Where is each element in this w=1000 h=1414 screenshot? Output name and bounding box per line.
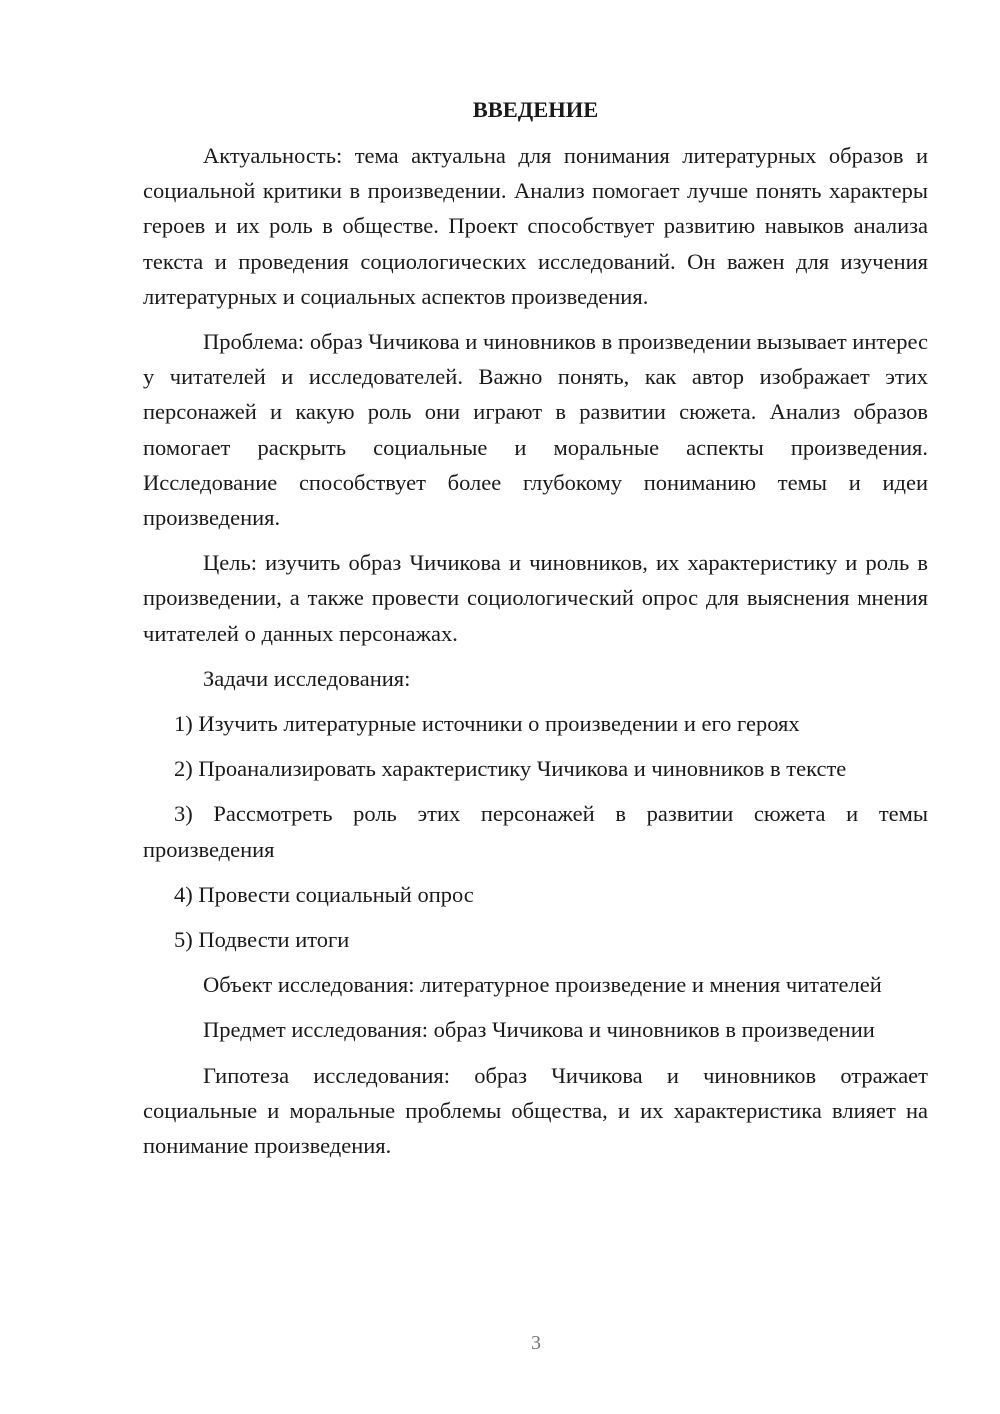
hypothesis-paragraph: Гипотеза исследования: образ Чичикова и чиновников отражает социальные и моральные проблемы общества, и их характеристика влияет на понимание произведения. — [143, 1062, 928, 1159]
problem-paragraph: Проблема: образ Чичикова и чиновников в произведении вызывает интерес у читателей и исследователей. Важно понять, как автор изображает этих персонажей и какую роль они играют в развитии сюжета. Анализ образов помогает раскрыть социальные и моральные аспекты произведения. Исследование способствует более глубокому пониманию темы и идеи произведения. — [143, 329, 928, 531]
goal-paragraph: Цель: изучить образ Чичикова и чиновников, их характеристику и роль в произведении, а также провести социологический опрос для выяснения мнения читателей о данных персонажах. — [143, 550, 928, 646]
task-item-2: 2) Проанализировать характеристику Чичикова и чиновников в тексте — [174, 756, 847, 782]
page-number: 3 — [531, 1332, 541, 1354]
object-paragraph: Объект исследования: литературное произведение и мнения читателей — [203, 972, 882, 998]
relevance-paragraph: Актуальность: тема актуальна для понимания литературных образов и социальной критики в произведении. Анализ помогает лучше понять характеры героев и их роль в обществе. Проект способствует развитию навыков анализа текста и проведения социологических исследований. Он важен для изучения литературных и социальных аспектов произведения. — [143, 143, 928, 309]
task-item-3: 3) Рассмотреть роль этих персонажей в развитии сюжета и темы произведения — [143, 801, 928, 862]
page-number-footer — [0, 1331, 1000, 1355]
task-item-5: 5) Подвести итоги — [174, 927, 350, 953]
task-item-4: 4) Провести социальный опрос — [174, 881, 474, 907]
tasks-heading: Задачи исследования: — [203, 665, 411, 691]
section-heading: ВВЕДЕНИЕ — [472, 97, 599, 122]
task-item-1: 1) Изучить литературные источники о произведении и его героях — [174, 711, 800, 737]
document-body — [143, 90, 928, 1173]
subject-paragraph: Предмет исследования: образ Чичикова и чиновников в произведении — [203, 1017, 875, 1043]
